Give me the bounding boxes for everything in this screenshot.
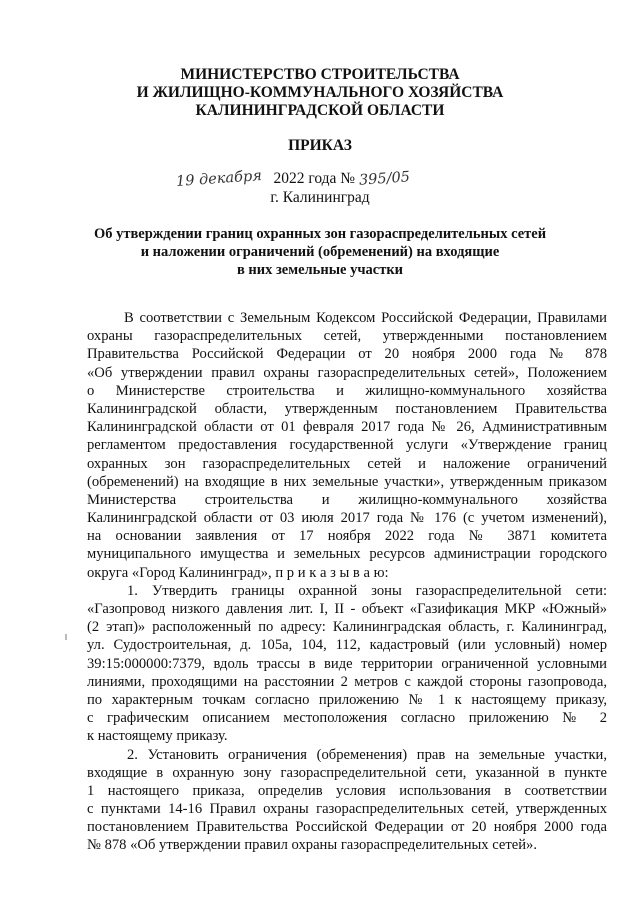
body-line: Калининградской области от 03 июля 2017 года № 176 (с учетом изменений),	[87, 510, 607, 527]
body-line: Калининградской области от 01 февраля 2017 года № 26, Административным	[87, 419, 607, 436]
body-line: о Министерстве строительства и жилищно-коммунального хозяйства	[87, 382, 607, 399]
body-line: к настоящему приказу.	[87, 728, 228, 745]
item-2-line: 2. Установить ограничения (обременения) прав на земельные участки,	[127, 746, 607, 763]
body-line: с графическим описанием местоположения согласно приложению № 2	[87, 710, 607, 727]
subject-line-3: в них земельные участки	[236, 262, 404, 278]
handwritten-date: 19 декабря	[175, 168, 263, 190]
body-line: 39:15:000000:7379, вдоль трассы в виде территории ограниченной условными	[87, 655, 607, 672]
date-year-text: 2022 года №	[273, 170, 356, 187]
body-line: линиями, проходящими на расстоянии 2 метров с каждой стороны газопровода,	[87, 673, 607, 690]
body-line: «Об утверждении правил охраны газораспределительных сетей», Положением	[87, 364, 607, 381]
body-line: «Газопровод низкого давления лит. I, II - объект «Газификация МКР «Южный»	[87, 601, 607, 617]
item-1-line: 1. Утвердить границы охранной зоны газораспределительной сети:	[127, 582, 607, 599]
order-body	[87, 309, 607, 855]
order-subject	[0, 225, 640, 279]
body-line: по характерным точкам согласно приложению № 1 к настоящему приказу,	[87, 691, 607, 708]
body-line: (2 этап)» расположенный по адресу: Калининградская область, г. Калининград,	[87, 619, 607, 636]
body-line: Калининградской области, утвержденным постановлением Правительства	[87, 400, 607, 417]
ministry-line-1: МИНИСТЕРСТВО СТРОИТЕЛЬСТВА	[180, 66, 460, 83]
ministry-line-2: И ЖИЛИЩНО-КОММУНАЛЬНОГО ХОЗЯЙСТВА	[136, 84, 504, 101]
subject-line-2: и наложении ограничений (обременений) на входящие	[140, 244, 500, 260]
margin-mark	[65, 634, 67, 640]
body-line: охраны газораспределительных сетей, утвержденными постановлением	[87, 328, 607, 345]
subject-line-1: Об утверждении границ охранных зон газораспределительных сетей	[93, 226, 547, 242]
body-line: постановлением Правительства Российской Федерации от 20 ноября 2000 года	[87, 819, 607, 836]
body-line: № 878 «Об утверждении правил охраны газораспределительных сетей».	[87, 837, 537, 854]
order-date-number	[176, 170, 410, 188]
ministry-header	[0, 66, 640, 120]
body-line: регламентом предоставления государственной услуги «Утверждение границ	[87, 437, 607, 454]
body-line: округа «Город Калининград», п р и к а з ы в а ю:	[87, 564, 389, 581]
handwritten-number: 395/05	[358, 169, 411, 189]
body-line: ул. Судостроительная, д. 105а, 104, 112, кадастровый (или условный) номер	[87, 637, 607, 654]
ministry-line-3: КАЛИНИНГРАДСКОЙ ОБЛАСТИ	[195, 102, 445, 119]
city-line: г. Калининград	[270, 189, 370, 206]
body-line: Правительства Российской Федерации от 20 ноября 2000 года № 878	[87, 346, 607, 363]
body-line: на основании заявления от 17 ноября 2022 года № 3871 комитета	[87, 528, 607, 545]
body-line: (обременений) на входящие в них земельные участки», утвержденным приказом	[87, 473, 607, 490]
body-line: Министерства строительства и жилищно-коммунального хозяйства	[87, 491, 607, 508]
body-line: входящие в охранную зону газораспределительной сети, указанной в пункте	[87, 764, 607, 781]
body-line: охранных зон газораспределительных сетей и наложение ограничений	[87, 455, 607, 472]
body-line: с пунктами 14-16 Правил охраны газораспределительных сетей, утвержденных	[87, 801, 607, 818]
order-title: ПРИКАЗ	[288, 137, 352, 154]
body-line: В соответствии с Земельным Кодексом Российской Федерации, Правилами	[124, 310, 607, 326]
body-line: муниципального имущества и земельных ресурсов администрации городского	[87, 546, 607, 563]
body-line: 1 настоящего приказа, определив условия использования в соответствии	[87, 782, 607, 799]
